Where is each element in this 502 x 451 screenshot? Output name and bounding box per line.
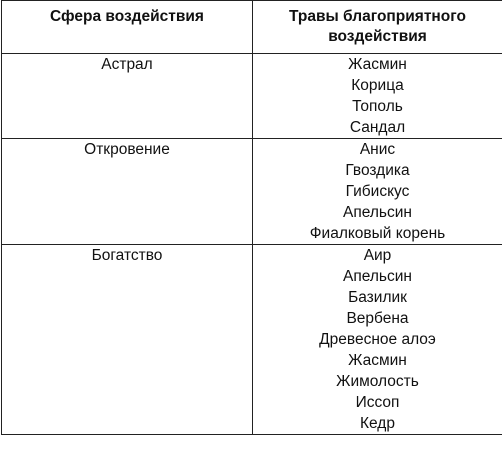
sphere-label: Откровение: [84, 141, 170, 158]
herb-item: Базилик: [348, 289, 407, 306]
herb-table: [1, 0, 502, 435]
herb-item: Вербена: [346, 310, 409, 327]
herb-item: Апельсин: [343, 204, 412, 221]
herb-item: Гвоздика: [345, 162, 410, 179]
table-row: [2, 54, 502, 139]
header-herbs-label-line2: воздействия: [328, 28, 427, 45]
header-sphere: [2, 1, 253, 54]
herb-item: Гибискус: [345, 183, 410, 200]
herbs-cell: [253, 245, 502, 435]
herb-item: Древесное алоэ: [319, 331, 436, 348]
herb-item: Тополь: [352, 98, 403, 115]
herb-item: Апельсин: [343, 268, 412, 285]
header-herbs-label-line1: Травы благоприятного: [289, 8, 466, 25]
herb-item: Иссоп: [355, 394, 400, 411]
herb-item: Жимолость: [336, 373, 419, 390]
herb-item: Корица: [351, 77, 404, 94]
header-sphere-label: Сфера воздействия: [50, 8, 204, 25]
header-row: [2, 1, 502, 54]
herb-item: Фиалковый корень: [309, 225, 446, 242]
sphere-cell: [2, 139, 253, 245]
table-row: [2, 139, 502, 245]
herbs-cell: [253, 139, 502, 245]
herbs-cell: [253, 54, 502, 139]
herb-item: Жасмин: [348, 56, 407, 73]
herb-item: Аир: [363, 247, 392, 264]
sphere-cell: [2, 54, 253, 139]
table-row: [2, 245, 502, 435]
header-herbs: [253, 1, 502, 54]
sphere-label: Богатство: [91, 247, 163, 264]
herb-item: Сандал: [349, 119, 406, 136]
sphere-label: Астрал: [101, 56, 153, 73]
herb-item: Жасмин: [348, 352, 407, 369]
herb-item: Кедр: [360, 415, 395, 432]
sphere-cell: [2, 245, 253, 435]
herb-item: Анис: [359, 141, 396, 158]
